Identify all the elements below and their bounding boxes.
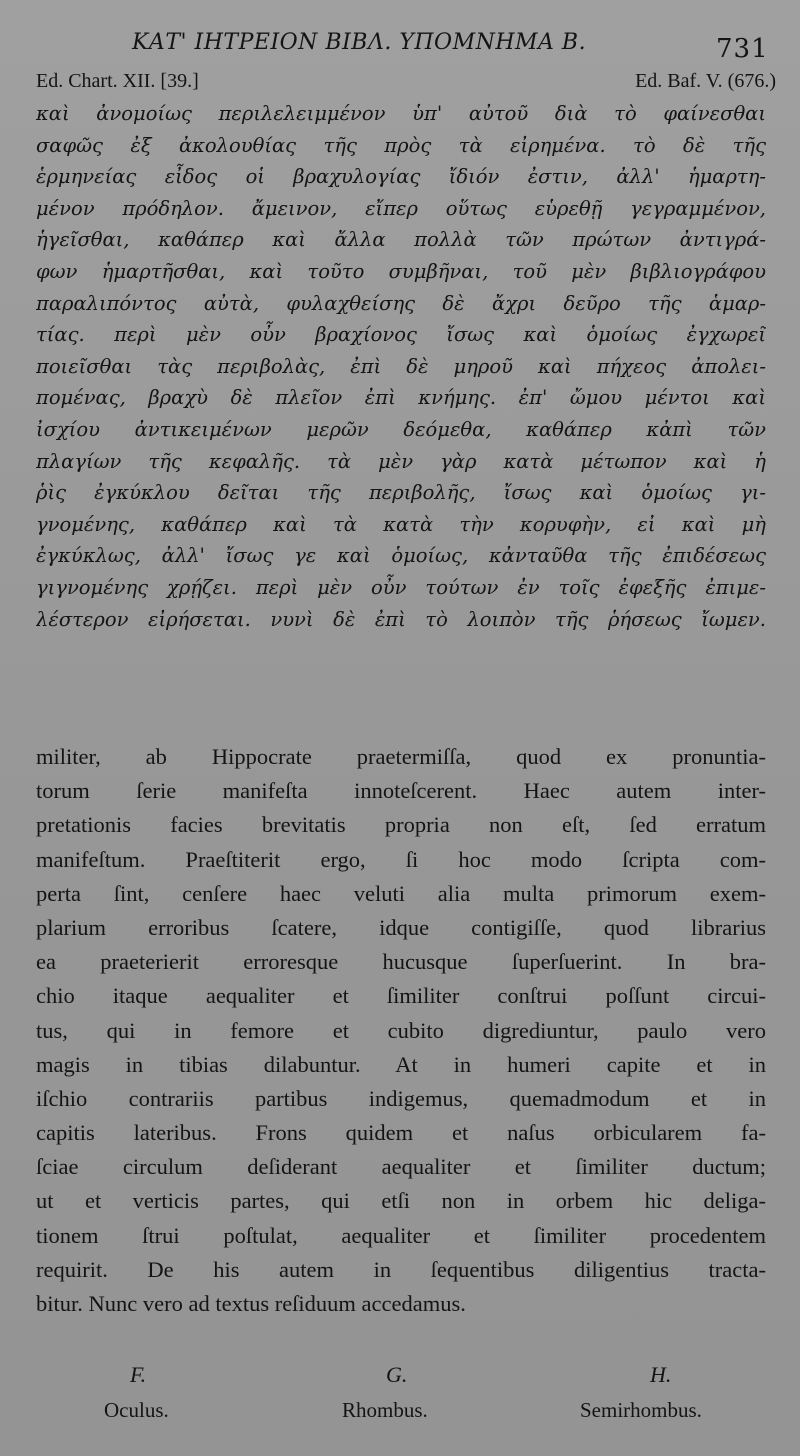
latin-line: torum ſerie manifeſta innoteſcerent. Haec autem inter- [36, 778, 766, 804]
latin-line: plarium erroribus ſcatere, idque contigiſſe, quod librarius [36, 914, 766, 940]
latin-line: ea praeterierit erroresque hucusque ſuperſuerint. In bra- [36, 949, 766, 975]
latin-line: militer, ab Hippocrate praetermiſſa, quod ex pronuntia- [36, 744, 766, 769]
greek-line: ἑρμηνείας εἶδος οἱ βραχυλογίας ἴδιόν ἐστιν, ἀλλ' ἡμαρτη- [36, 165, 766, 189]
greek-line: πλαγίων τῆς κεφαλῆς. τὰ μὲν γὰρ κατὰ μέτωπον καὶ ἡ [36, 449, 766, 473]
greek-line: γιγνομένης χρῄζει. περὶ μὲν οὖν τούτων ἐν τοῖς ἐφεξῆς ἐπιμε- [36, 575, 766, 599]
latin-line: magis in tibias dilabuntur. At in humeri capite et in [36, 1051, 766, 1077]
latin-line: ut et verticis partes, qui etſi non in orbem hic deliga- [36, 1188, 766, 1214]
latin-line: tionem ſtrui poſtulat, aequaliter et ſimiliter procedentem [36, 1222, 766, 1248]
page-number: 731 [716, 34, 769, 64]
greek-line: καὶ ἀνομοίως περιλελειμμένον ὑπ' αὐτοῦ διὰ τὸ φαίνεσθαι [36, 102, 766, 125]
greek-line: γνομένης, καθάπερ καὶ τὰ κατὰ τὴν κορυφὴν, εἰ καὶ μὴ [36, 512, 766, 536]
figure-letter-h: H. [650, 1362, 672, 1387]
figure-caption-oculus: Oculus. [104, 1398, 169, 1422]
greek-line: σαφῶς ἐξ ἀκολουθίας τῆς πρὸς τὰ εἰρημένα. τὸ δὲ τῆς [36, 133, 766, 157]
latin-line: manifeſtum. Praeſtiterit ergo, ſi hoc modo ſcripta com- [36, 846, 766, 872]
edition-reference-left: Ed. Chart. XII. [39.] [36, 70, 199, 92]
latin-line: requirit. De his autem in ſequentibus diligentius tracta- [36, 1256, 766, 1282]
greek-line: φων ἡμαρτῆσθαι, καὶ τοῦτο συμβῆναι, τοῦ μὲν βιβλιογράφου [36, 259, 766, 283]
figure-caption-rhombus: Rhombus. [342, 1398, 428, 1422]
greek-line: τίας. περὶ μὲν οὖν βραχίονος ἴσως καὶ ὁμοίως ἐγχωρεῖ [36, 323, 766, 347]
greek-line: ποιεῖσθαι τὰς περιβολὰς, ἐπὶ δὲ μηροῦ καὶ πήχεος ἀπολει- [36, 354, 766, 378]
greek-line: πομένας, βραχὺ δὲ πλεῖον ἐπὶ κνήμης. ἐπ' ὤμου μέντοι καὶ [36, 386, 766, 410]
greek-line: ἐγκύκλως, ἀλλ' ἴσως γε καὶ ὁμοίως, κἀνταῦθα τῆς ἐπιδέσεως [36, 544, 766, 568]
greek-line: λέστερον εἰρήσεται. νυνὶ δὲ ἐπὶ τὸ λοιπὸν τῆς ῥήσεως ἴωμεν. [36, 607, 766, 631]
latin-line: tus, qui in femore et cubito digrediuntur, paulo vero [36, 1017, 766, 1043]
running-title: ΚΑΤ' ΙΗΤΡΕΙΟΝ ΒΙΒΛ. ΥΠΟΜΝΗΜΑ Β. [132, 30, 587, 55]
greek-line: ῥὶς ἐγκύκλου δεῖται τῆς περιβολῆς, ἴσως καὶ ὁμοίως γι- [36, 481, 766, 505]
greek-line: παραλιπόντος αὐτὰ, φυλαχθείσης δὲ ἄχρι δεῦρο τῆς ἁμαρ- [36, 291, 766, 315]
figure-caption-semirhombus: Semirhombus. [580, 1398, 702, 1422]
greek-line: ἡγεῖσθαι, καθάπερ καὶ ἄλλα πολλὰ τῶν πρώτων ἀντιγρά- [36, 228, 766, 252]
figure-labels [0, 1362, 800, 1442]
latin-line: ſciae circulum deſiderant aequaliter et ſimiliter ductum; [36, 1154, 766, 1180]
latin-text-block [36, 740, 766, 1321]
greek-line: ἰσχίου ἀντικειμένων μερῶν δεόμεθα, καθάπερ κἀπὶ τῶν [36, 417, 766, 441]
latin-line: pretationis facies brevitatis propria non eſt, ſed erratum [36, 812, 766, 838]
latin-line: perta ſint, cenſere haec veluti alia multa primorum exem- [36, 880, 766, 906]
latin-line: chio itaque aequaliter et ſimiliter conſtrui poſſunt circui- [36, 983, 766, 1009]
greek-line: μένον πρόδηλον. ἄμεινον, εἴπερ οὕτως εὑρεθῇ γεγραμμένον, [36, 196, 766, 220]
latin-line: capitis lateribus. Frons quidem et naſus orbicularem fa- [36, 1120, 766, 1146]
figure-letter-f: F. [130, 1362, 147, 1387]
latin-line: iſchio contrariis partibus indigemus, quemadmodum et in [36, 1085, 766, 1111]
latin-line: bitur. Nunc vero ad textus reſiduum accedamus. [36, 1291, 466, 1316]
edition-reference-right: Ed. Baf. V. (676.) [635, 70, 776, 92]
running-head [0, 26, 800, 66]
figure-letter-g: G. [386, 1362, 408, 1387]
edition-reference-line [36, 70, 776, 96]
greek-text-block [36, 98, 766, 635]
